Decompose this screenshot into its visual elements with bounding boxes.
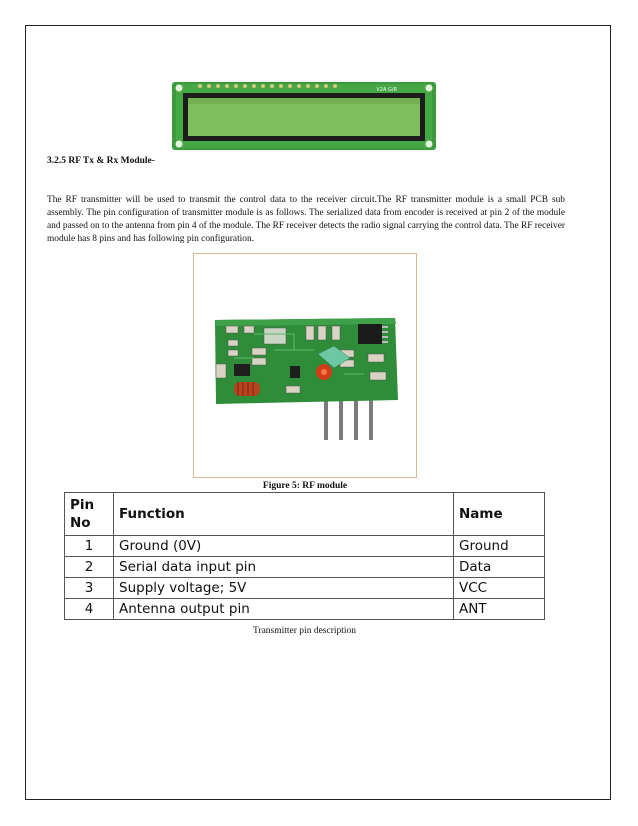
cell-function: Supply voltage; 5V: [114, 578, 454, 599]
table-row: [65, 578, 545, 599]
cell-function: Serial data input pin: [114, 557, 454, 578]
figure-frame: [193, 253, 417, 478]
figure-caption: Figure 5: RF module: [262, 481, 348, 491]
header-pin-line1: Pin: [70, 497, 95, 513]
table-row: [65, 557, 545, 578]
rf-module-image: [194, 254, 416, 477]
table-caption: Transmitter pin description: [252, 626, 357, 636]
cell-name: VCC: [454, 578, 545, 599]
section-paragraph: The RF transmitter will be used to transmit the control data to the receiver circuit.The RF transmitter module is a small PCB sub assembly. The pin configuration of transmitter module is as follows. The serialized data from encoder is received at pin 2 of the module and passed on to the antenna from pin 4 of the module. The RF receiver detects the radio signal carrying the control data. The RF receiver module has 8 pins and has following pin configuration.: [47, 195, 565, 244]
cell-name: ANT: [454, 599, 545, 620]
cell-function: Ground (0V): [114, 536, 454, 557]
cell-function: Antenna output pin: [114, 599, 454, 620]
cell-name: Data: [454, 557, 545, 578]
lcd-module-image: [172, 82, 436, 150]
pcb-marking: V2A G/R: [376, 87, 397, 93]
cell-pin: 4: [65, 599, 114, 620]
pin-description-table: [64, 492, 545, 620]
cell-name: Ground: [454, 536, 545, 557]
table-row: [65, 599, 545, 620]
header-pin-no: [65, 493, 114, 536]
cell-pin: 3: [65, 578, 114, 599]
inductor-coil: [234, 382, 260, 396]
section-heading: 3.2.5 RF Tx & Rx Module-: [47, 156, 155, 166]
cell-pin: 2: [65, 557, 114, 578]
table-header-row: [65, 493, 545, 536]
cell-pin: 1: [65, 536, 114, 557]
header-name: Name: [454, 493, 545, 536]
header-pin-line2: No: [70, 515, 91, 531]
header-function: Function: [114, 493, 454, 536]
table-row: [65, 536, 545, 557]
